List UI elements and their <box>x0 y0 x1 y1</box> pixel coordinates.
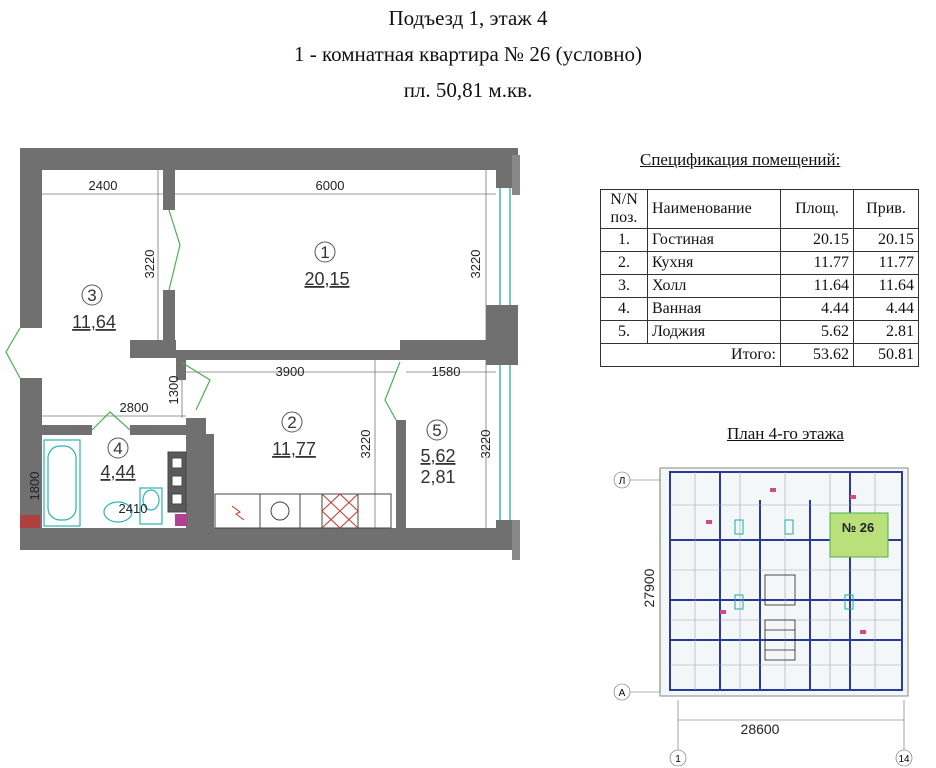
total-area: 53.62 <box>781 344 854 367</box>
room-4-label <box>100 438 135 482</box>
dim-3220-loggia: 3220 <box>478 429 493 459</box>
header-name: Наименование <box>648 190 781 229</box>
axis-right-label: 14 <box>898 754 910 765</box>
dim-1580: 1580 <box>431 364 461 379</box>
loggia-bar-bottom <box>512 520 520 560</box>
floor-plan-title: План 4-го этажа <box>727 424 844 443</box>
spec-header-row <box>601 190 919 229</box>
dim-2400: 2400 <box>88 178 118 193</box>
row-num: 1. <box>601 229 648 252</box>
row-reduced: 2.81 <box>854 321 919 344</box>
axis-bottom-label: А <box>618 688 626 699</box>
row-reduced: 11.77 <box>854 252 919 275</box>
dim-3900: 3900 <box>275 364 305 379</box>
dim-1300: 1300 <box>166 375 181 405</box>
row-area: 5.62 <box>781 321 854 344</box>
row-area: 20.15 <box>781 229 854 252</box>
room-3-label <box>72 285 116 332</box>
spec-title: Спецификация помещений: <box>640 150 841 169</box>
room-5-area: 5,62 <box>420 446 456 466</box>
total-label: Итого: <box>601 344 781 367</box>
room-5-label <box>420 420 455 487</box>
floor-width-dim: 28600 <box>740 721 780 737</box>
floor-height-dim: 27900 <box>641 568 657 608</box>
room-5-number: 5 <box>432 421 442 440</box>
dim-1800: 1800 <box>27 471 42 501</box>
row-name: Кухня <box>648 252 781 275</box>
table-row <box>601 252 919 275</box>
dim-3220-kitchen: 3220 <box>358 429 373 459</box>
header-reduced: Прив. <box>854 190 919 229</box>
room-1-area: 20,15 <box>304 269 350 289</box>
room-4-area: 4,44 <box>100 462 136 482</box>
row-area: 4.44 <box>781 298 854 321</box>
walls <box>20 148 518 550</box>
header-area: Площ. <box>781 190 854 229</box>
row-reduced: 11.64 <box>854 275 919 298</box>
entrance-mark <box>20 515 40 528</box>
kitchen-counter <box>215 494 391 528</box>
stove-icon <box>232 506 244 520</box>
row-name: Лоджия <box>648 321 781 344</box>
table-row <box>601 275 919 298</box>
row-reduced: 20.15 <box>854 229 919 252</box>
total-reduced: 50.81 <box>854 344 919 367</box>
dim-2800: 2800 <box>119 400 149 415</box>
row-num: 2. <box>601 252 648 275</box>
axis-left-label: 1 <box>675 754 681 765</box>
row-num: 4. <box>601 298 648 321</box>
doors <box>6 210 400 430</box>
dim-3220-hall: 3220 <box>142 249 157 279</box>
row-name: Ванная <box>648 298 781 321</box>
floor-plan-thumbnail <box>614 468 912 766</box>
table-row <box>601 229 919 252</box>
row-name: Холл <box>648 275 781 298</box>
header-num: N/N поз. <box>601 190 648 229</box>
row-num: 3. <box>601 275 648 298</box>
room-1-number: 1 <box>320 243 330 262</box>
title-area: пл. 50,81 м.кв. <box>403 78 533 102</box>
room-4-number: 4 <box>113 439 123 458</box>
row-area: 11.77 <box>781 252 854 275</box>
loggia-bar <box>512 155 520 195</box>
apt-26-label: № 26 <box>841 520 875 535</box>
table-row <box>601 298 919 321</box>
spec-table <box>600 189 919 367</box>
room-1-label <box>304 242 349 289</box>
shaft-mark <box>175 514 187 526</box>
row-name: Гостиная <box>648 229 781 252</box>
room-5-area-reduced: 2,81 <box>420 467 456 487</box>
row-area: 11.64 <box>781 275 854 298</box>
table-row <box>601 321 919 344</box>
dim-6000: 6000 <box>315 178 345 193</box>
room-3-number: 3 <box>87 286 97 305</box>
title-apartment: 1 - комнатная квартира № 26 (условно) <box>293 42 643 66</box>
room-2-label <box>272 412 316 459</box>
room-2-area: 11,77 <box>272 439 316 459</box>
axis-top-label: Л <box>618 476 626 487</box>
dim-3220-living: 3220 <box>468 249 483 279</box>
vent-shafts <box>168 452 186 512</box>
room-2-number: 2 <box>287 413 297 432</box>
total-row <box>601 344 919 367</box>
row-num: 5. <box>601 321 648 344</box>
title-entrance-floor: Подъезд 1, этаж 4 <box>388 6 548 30</box>
dim-2410: 2410 <box>118 501 148 516</box>
row-reduced: 4.44 <box>854 298 919 321</box>
room-3-area: 11,64 <box>72 312 116 332</box>
